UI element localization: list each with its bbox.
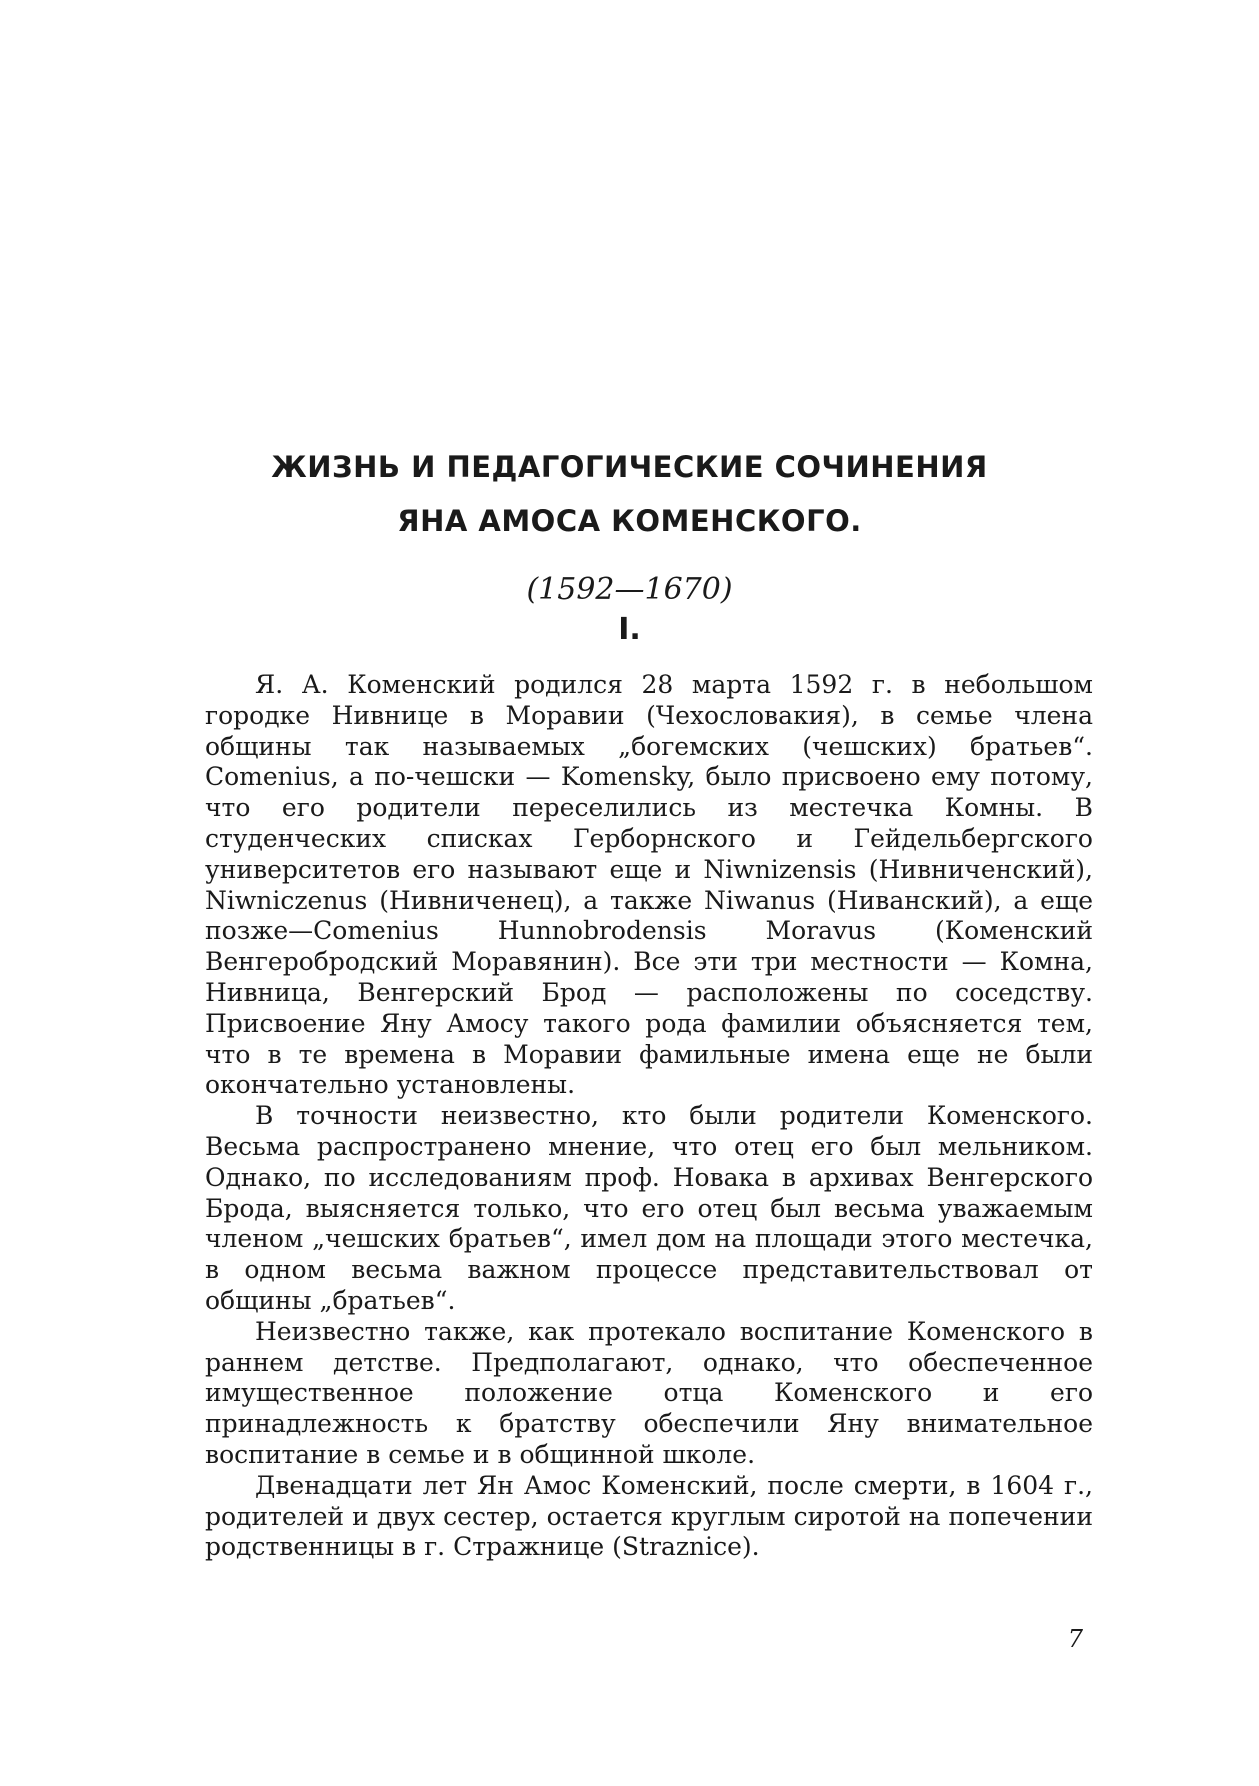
paragraph: Неизвестно также, как протекало воспитание Коменского в раннем детстве. Предполагают, однако, что обеспеченное имущественное положение отца Коменского и его принадлежность к братству обеспечили Яну внимательное воспитание в семье и в общинной школе.: [205, 1316, 1093, 1469]
paragraph: Двенадцати лет Ян Амос Коменский, после смерти, в 1604 г., родителей и двух сестер, остается круглым сиротой на попечении родственницы в г. Стражнице (Straznice).: [205, 1470, 1093, 1562]
page-number: 7: [1067, 1625, 1083, 1653]
section-numeral: I.: [618, 612, 641, 647]
years-subtitle: (1592—1670): [526, 572, 733, 607]
title-line-2: ЯНА АМОСА КОМЕНСКОГО.: [397, 504, 862, 538]
chapter-title: [200, 440, 1059, 607]
title-line-1: ЖИЗНЬ И ПЕДАГОГИЧЕСКИЕ СОЧИНЕНИЯ: [271, 450, 988, 484]
body-text: [205, 670, 1093, 1563]
paragraph: В точности неизвестно, кто были родители Коменского. Весьма распространено мнение, что отец его был мельником. Однако, по исследованиям проф. Новака в архивах Венгерского Брода, выясняется только, что его отец был весьма уважаемым членом „чешских братьев“, имел дом на площади этого местечка, в одном весьма важном процессе представительствовал от общины „братьев“.: [205, 1101, 1093, 1315]
paragraph: Я. А. Коменский родился 28 марта 1592 г. в небольшом городке Нивнице в Моравии (Чехословакия), в семье члена общины так называемых „богемских (чешских) братьев“. Comenius, а по-чешски — Komensky, было присвоено ему потому, что его родители переселились из местечка Комны. В студенческих списках Герборнского и Гейдельбергского университетов его называют еще и Niwnizensis (Нивниченский), Niwniczenus (Нивниченец), а также Niwanus (Ниванский), а еще позже—Comenius Hunnobrodensis Moravus (Коменский Венгеробродский Моравянин). Все эти три местности — Комна, Нивница, Венгерский Брод — расположены по соседству. Присвоение Яну Амосу такого рода фамилии объясняется тем, что в те времена в Моравии фамильные имена еще не были окончательно установлены.: [205, 670, 1093, 1100]
